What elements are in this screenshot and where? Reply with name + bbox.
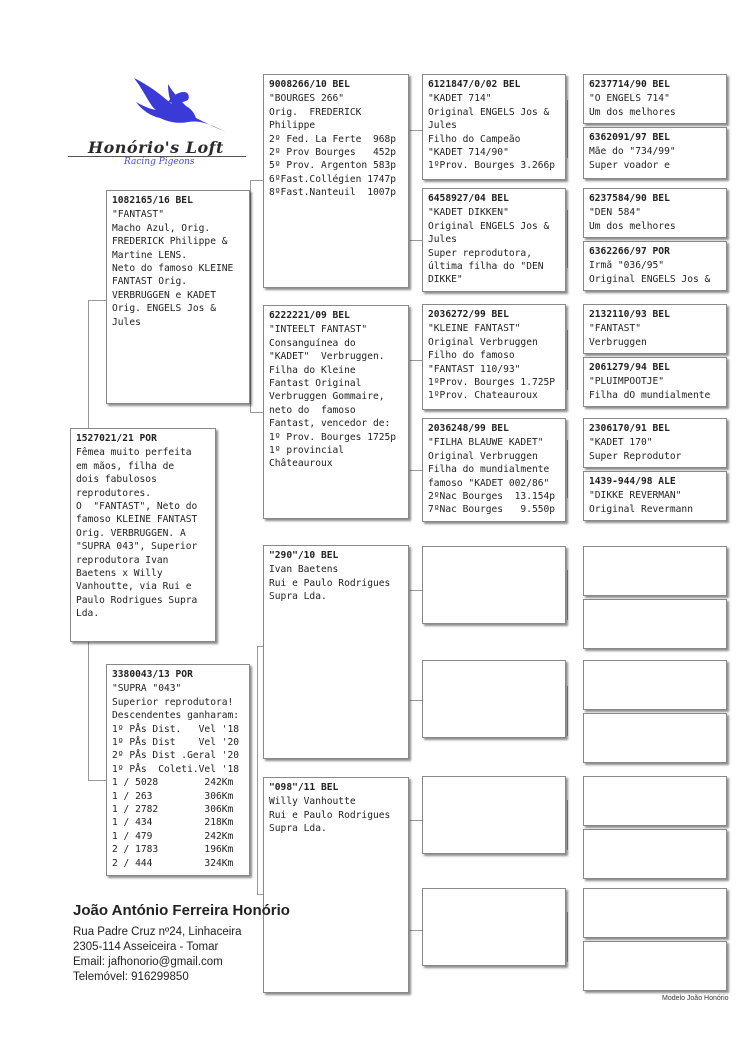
- logo-title: Honório's Loft: [88, 138, 224, 157]
- pedigree-text-line: "KADET 714/90": [428, 147, 509, 159]
- pedigree-text-line: "FANTAST": [589, 323, 641, 335]
- pedigree-text-line: neto do famoso: [269, 404, 356, 416]
- ring-number: "290"/10 BEL: [269, 550, 339, 561]
- owner-postal-line: 2305-114 Asseiceira - Tomar: [73, 941, 219, 953]
- pedigree-text-line: "DEN 584": [589, 207, 641, 219]
- ring-number: 6237714/90 BEL: [589, 79, 670, 90]
- ring-number: 6237584/90 BEL: [589, 193, 670, 204]
- connector: [567, 570, 568, 620]
- connector: [250, 412, 263, 413]
- pigeon-card-grandparent: [263, 305, 409, 519]
- connector: [88, 300, 106, 301]
- connector: [410, 930, 422, 931]
- ring-number: 1439-944/98 ALE: [589, 476, 676, 487]
- pigeon-card-dam: [106, 664, 250, 876]
- pigeon-card-great-grandparent-empty: [422, 546, 566, 624]
- pedigree-text-line: Jules: [428, 234, 457, 246]
- pedigree-text-line: 1 / 263 306Km: [112, 790, 234, 802]
- ring-number: 6458927/04 BEL: [428, 193, 509, 204]
- pigeon-card-gen4: [583, 188, 727, 238]
- pedigree-text-line: "KLEINE FANTAST": [428, 323, 521, 335]
- pedigree-text-line: Original ENGELS Jos &: [428, 106, 550, 118]
- pedigree-text-line: Filha do Kleine: [269, 364, 356, 376]
- pedigree-text-line: Orig. FREDERICK: [269, 106, 362, 118]
- owner-info: [73, 902, 290, 985]
- pedigree-text-line: Original Verbruggen: [428, 450, 538, 462]
- connector: [410, 470, 422, 471]
- pigeon-card-gen4-empty: [583, 660, 727, 710]
- pedigree-text-line: dois fabulosos: [76, 474, 157, 486]
- pigeon-card-great-grandparent: [422, 304, 566, 410]
- owner-name: João António Ferreira Honório: [73, 902, 290, 919]
- pedigree-text-line: "SUPRA "043": [112, 683, 182, 695]
- pedigree-text-line: 1º PÅs Dist Vel '20: [112, 737, 240, 749]
- pedigree-text-line: FANTAST Orig.: [112, 276, 188, 288]
- pedigree-text-line: Paulo Rodrigues Supra: [76, 594, 198, 606]
- pedigree-text-line: Orig. ENGELS Jos &: [112, 303, 216, 315]
- pedigree-text-line: Consanguínea do: [269, 337, 356, 349]
- pedigree-text-line: reprodutores.: [76, 487, 152, 499]
- pedigree-text-line: 2 / 1783 196Km: [112, 844, 234, 856]
- pedigree-text-line: "FILHA BLAUWE KADET": [428, 437, 544, 449]
- pedigree-text-line: famoso KLEINE FANTAST: [76, 514, 198, 526]
- pedigree-text-line: Martine LENS.: [112, 249, 188, 261]
- pedigree-text-line: Verbruggen Gommaire,: [269, 391, 385, 403]
- connector: [410, 700, 422, 701]
- connector: [567, 686, 568, 736]
- pedigree-text-line: Supra Lda.: [269, 591, 327, 603]
- connector: [250, 180, 263, 181]
- pedigree-text-line: Supra Lda.: [269, 823, 327, 835]
- pigeon-card-gen4: [583, 304, 727, 354]
- pigeon-icon: [116, 72, 236, 142]
- pedigree-text-line: 2º Prov Bourges 452p: [269, 147, 397, 159]
- pedigree-text-line: "KADET 170": [589, 437, 653, 449]
- ring-number: 6121847/0/02 BEL: [428, 79, 521, 90]
- pedigree-text-line: Willy Vanhoutte: [269, 796, 356, 808]
- owner-email: Email: jafhonorio@gmail.com: [73, 956, 223, 968]
- pedigree-text-line: 1º provincial: [269, 445, 345, 457]
- pedigree-text-line: reprodutora Ivan: [76, 554, 169, 566]
- pedigree-text-line: Filha do mundialmente: [428, 464, 550, 476]
- pedigree-text-line: Orig. VERBRUGGEN. A: [76, 527, 186, 539]
- ring-number: 2132110/93 BEL: [589, 309, 670, 320]
- pedigree-text-line: "O ENGELS 714": [589, 93, 670, 105]
- pedigree-text-line: Philippe: [269, 120, 316, 132]
- pigeon-card-gen4-empty: [583, 546, 727, 596]
- pedigree-text-line: Jules: [112, 316, 141, 328]
- connector: [567, 330, 568, 390]
- pedigree-text-line: Filha dO mundialmente: [589, 389, 711, 401]
- ring-number: 2061279/94 BEL: [589, 362, 670, 373]
- pigeon-card-gen4-empty: [583, 599, 727, 649]
- pedigree-text-line: Rui e Paulo Rodrigues: [269, 809, 391, 821]
- connector: [567, 800, 568, 850]
- pigeon-card-grandparent: [263, 74, 409, 288]
- pigeon-card-great-grandparent-empty: [422, 888, 566, 966]
- pedigree-text-line: O "FANTAST", Neto do: [76, 501, 198, 513]
- pedigree-text-line: Lda.: [76, 608, 100, 620]
- pigeon-card-great-grandparent: [422, 418, 566, 522]
- pedigree-text-line: Original ENGELS Jos &: [428, 220, 550, 232]
- pedigree-text-line: Fêmea muito perfeita: [76, 447, 192, 459]
- pedigree-text-line: Filho do famoso: [428, 350, 515, 362]
- connector: [410, 130, 422, 131]
- pedigree-text-line: 2 / 444 324Km: [112, 857, 234, 869]
- pigeon-card-great-grandparent-empty: [422, 776, 566, 854]
- footer-credit: Modelo João Honório: [662, 995, 729, 1002]
- connector: [88, 780, 106, 781]
- pigeon-card-gen4-empty: [583, 829, 727, 879]
- ring-number: "098"/11 BEL: [269, 782, 339, 793]
- pedigree-text-line: 5º Prov. Argenton 583p: [269, 160, 397, 172]
- pigeon-card-gen4: [583, 418, 727, 468]
- pedigree-text-line: Baetens x Willy: [76, 568, 163, 580]
- pedigree-text-line: "FANTAST": [112, 209, 164, 221]
- pedigree-text-line: Filho do Campeão: [428, 133, 521, 145]
- pedigree-text-line: Jules: [428, 120, 457, 132]
- pedigree-text-line: 2º Fed. La Ferte 968p: [269, 133, 397, 145]
- pedigree-text-line: última filha do "DEN: [428, 261, 544, 273]
- connector: [88, 640, 89, 780]
- pedigree-text-line: Super reprodutora,: [428, 247, 532, 259]
- pigeon-card-gen4: [583, 471, 727, 521]
- pedigree-text-line: 1ºProv. Chateauroux: [428, 390, 538, 402]
- pigeon-card-gen4: [583, 357, 727, 407]
- pedigree-text-line: Ivan Baetens: [269, 564, 339, 576]
- ring-number: 3380043/13 POR: [112, 669, 193, 680]
- connector: [410, 820, 422, 821]
- pedigree-text-line: "DIKKE REVERMAN": [589, 490, 682, 502]
- pedigree-text-line: "BOURGES 266": [269, 93, 345, 105]
- ring-number: 2036248/99 BEL: [428, 423, 509, 434]
- pedigree-text-line: "FANTAST 110/93": [428, 363, 521, 375]
- pigeon-card-gen4: [583, 74, 727, 124]
- pedigree-text-line: 1ºProv. Bourges 1.725P: [428, 377, 556, 389]
- pigeon-card-great-grandparent: [422, 188, 566, 292]
- pedigree-text-line: 7ºNac Bourges 9.550p: [428, 504, 556, 516]
- pedigree-text-line: Descendentes ganharam:: [112, 710, 240, 722]
- pedigree-text-line: Neto do famoso KLEINE: [112, 263, 234, 275]
- pedigree-text-line: Super Reprodutor: [589, 450, 682, 462]
- logo-subtitle: Racing Pigeons: [124, 157, 195, 167]
- pedigree-text-line: 1º PÅs Dist. Vel '18: [112, 723, 240, 735]
- ring-number: 9008266/10 BEL: [269, 79, 350, 90]
- ring-number: 2306170/91 BEL: [589, 423, 670, 434]
- ring-number: 1527021/21 POR: [76, 433, 157, 444]
- pedigree-text-line: 2ºNac Bourges 13.154p: [428, 491, 556, 503]
- loft-logo: [68, 72, 248, 172]
- owner-phone: Telemóvel: 916299850: [73, 971, 189, 983]
- pedigree-text-line: Super voador e: [589, 159, 670, 171]
- pedigree-text-line: 1ºProv. Bourges 3.266p: [428, 160, 556, 172]
- pigeon-card-gen4-empty: [583, 713, 727, 763]
- pigeon-card-gen4: [583, 127, 727, 179]
- pedigree-text-line: 1 / 434 218Km: [112, 817, 234, 829]
- pedigree-text-line: Irmã "036/95": [589, 260, 665, 272]
- pedigree-text-line: em mãos, filha de: [76, 460, 175, 472]
- pedigree-text-line: "SUPRA 043", Superior: [76, 541, 198, 553]
- connector: [88, 300, 89, 428]
- pedigree-text-line: Original Revermann: [589, 503, 693, 515]
- pedigree-text-line: 1º PÅs Coleti.Vel '18: [112, 763, 240, 775]
- connector: [410, 360, 422, 361]
- pedigree-text-line: Vanhoutte, via Rui e: [76, 581, 192, 593]
- pedigree-text-line: 1 / 2782 306Km: [112, 804, 234, 816]
- pigeon-card-gen4-empty: [583, 776, 727, 826]
- owner-address-line: Rua Padre Cruz nº24, Linhaceira: [73, 926, 242, 938]
- pigeon-card-sire: [106, 190, 250, 404]
- pedigree-text-line: Châteauroux: [269, 458, 333, 470]
- pedigree-text-line: Rui e Paulo Rodrigues: [269, 577, 391, 589]
- pedigree-text-line: DIKKE": [428, 274, 463, 286]
- pedigree-text-line: Um dos melhores: [589, 220, 676, 232]
- pedigree-text-line: famoso "KADET 002/86": [428, 477, 550, 489]
- pedigree-text-line: "KADET" Verbruggen.: [269, 351, 385, 363]
- connector: [567, 912, 568, 962]
- pedigree-text-line: Um dos melhores: [589, 106, 676, 118]
- pedigree-text-line: Superior reprodutora!: [112, 696, 234, 708]
- pedigree-text-line: Mãe do "734/99": [589, 146, 676, 158]
- pedigree-text-line: "KADET DIKKEN": [428, 207, 509, 219]
- connector: [257, 646, 258, 894]
- pigeon-card-subject: [70, 428, 216, 642]
- pedigree-text-line: Macho Azul, Orig.: [112, 222, 211, 234]
- pigeon-card-great-grandparent: [422, 74, 566, 180]
- pedigree-text-line: Fantast Original: [269, 378, 362, 390]
- pedigree-text-line: VERBRUGGEN e KADET: [112, 289, 216, 301]
- connector: [567, 100, 568, 158]
- pedigree-text-line: 1 / 5028 242Km: [112, 777, 234, 789]
- ring-number: 6362266/97 POR: [589, 246, 670, 257]
- pigeon-card-gen4: [583, 241, 727, 291]
- pedigree-text-line: 2º PÅs Dist .Geral '20: [112, 750, 240, 762]
- pedigree-text-line: 1 / 479 242Km: [112, 830, 234, 842]
- connector: [567, 210, 568, 268]
- pedigree-text-line: 1º Prov. Bourges 1725p: [269, 431, 397, 443]
- ring-number: 1082165/16 BEL: [112, 195, 193, 206]
- pedigree-text-line: Fantast, vencedor de:: [269, 418, 391, 430]
- pigeon-card-gen4-empty: [583, 941, 727, 991]
- pedigree-text-line: "PLUIMPOOTJE": [589, 376, 665, 388]
- pedigree-text-line: Verbruggen: [589, 336, 647, 348]
- ring-number: 2036272/99 BEL: [428, 309, 509, 320]
- connector: [250, 180, 251, 412]
- pedigree-text-line: 6ºFast.Collégien 1747p: [269, 173, 397, 185]
- connector: [410, 590, 422, 591]
- pedigree-text-line: "INTEELT FANTAST": [269, 324, 368, 336]
- ring-number: 6362091/97 BEL: [589, 132, 670, 143]
- pedigree-text-line: "KADET 714": [428, 93, 492, 105]
- pigeon-card-gen4-empty: [583, 888, 727, 938]
- pedigree-text-line: 8ºFast.Nanteuil 1007p: [269, 187, 397, 199]
- pigeon-card-great-grandparent-empty: [422, 660, 566, 738]
- connector: [567, 440, 568, 498]
- pedigree-text-line: Original Verbruggen: [428, 336, 538, 348]
- connector: [410, 240, 422, 241]
- pedigree-text-line: FREDERICK Philippe &: [112, 236, 228, 248]
- pedigree-text-line: Original ENGELS Jos &: [589, 273, 711, 285]
- pigeon-card-grandparent: [263, 545, 409, 759]
- ring-number: 6222221/09 BEL: [269, 310, 350, 321]
